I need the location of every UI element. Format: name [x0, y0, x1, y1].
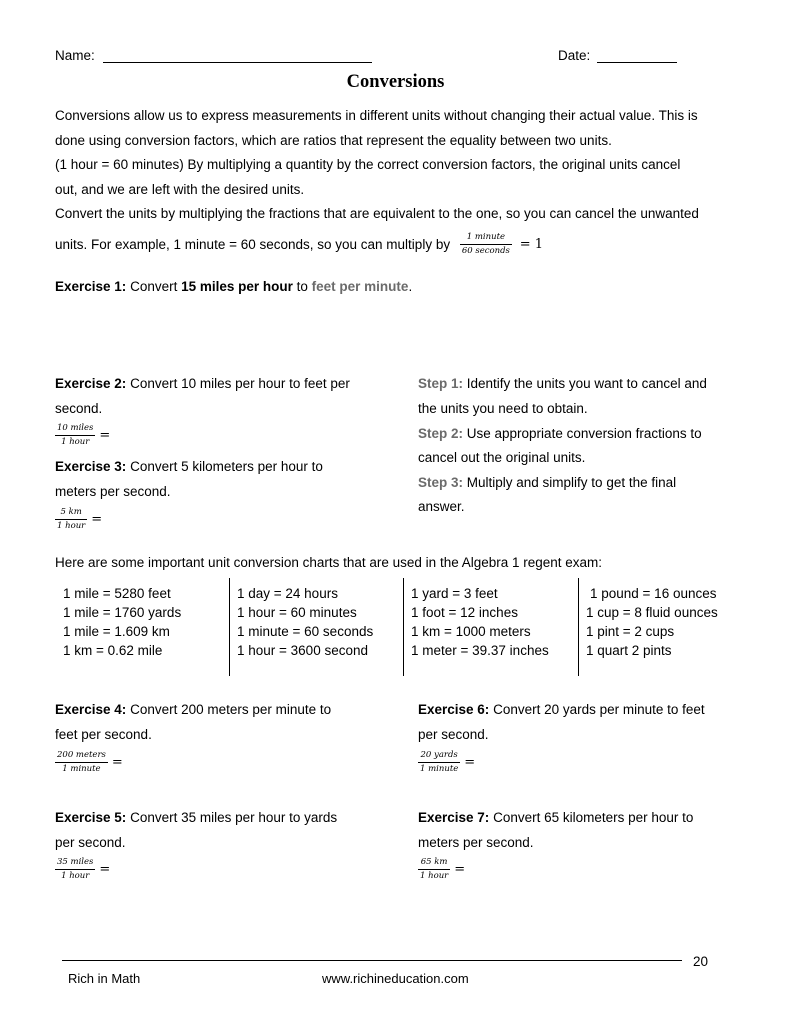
step-3-text: Multiply and simplify to get the final	[463, 475, 677, 490]
exercise-3-fraction	[55, 507, 87, 532]
chart-cell: 1 foot = 12 inches	[411, 605, 518, 620]
exercise-6-equals: =	[464, 755, 476, 770]
chart-cell: 1 day = 24 hours	[237, 586, 338, 601]
chart-cell: 1 hour = 60 minutes	[237, 605, 357, 620]
chart-column-weight-volume	[586, 584, 718, 660]
step-3-label: Step 3:	[418, 475, 464, 490]
exercise-2-line-1	[55, 376, 350, 391]
exercise-4-fraction	[55, 750, 108, 775]
exercise-4-text: Convert 200 meters per minute to	[126, 702, 332, 717]
exercise-2-fraction	[55, 423, 95, 448]
chart-cell: 1 km = 0.62 mile	[63, 643, 163, 658]
chart-cell: 1 hour = 3600 second	[237, 643, 368, 658]
exercise-7-work	[418, 857, 465, 882]
exercise-3-text: Convert 5 kilometers per hour to	[126, 459, 323, 474]
charts-intro: Here are some important unit conversion charts that are used in the Algebra 1 regent exam:	[55, 555, 603, 570]
exercise-7-line-1	[418, 810, 693, 825]
exercise-1-text-c: .	[408, 279, 413, 294]
exercise-5-text: Convert 35 miles per hour to yards	[126, 810, 338, 825]
step-2-label: Step 2:	[418, 426, 464, 441]
exercise-1	[55, 279, 412, 294]
step-1-label: Step 1:	[418, 376, 464, 391]
step-1-text: Identify the units you want to cancel and	[463, 376, 707, 391]
exercise-7-fraction-denominator: 1 hour	[420, 871, 449, 881]
exercise-1-from-unit: 15 miles per hour	[181, 279, 293, 294]
step-2-text: Use appropriate conversion fractions to	[463, 426, 702, 441]
page-title: Conversions	[346, 72, 445, 92]
page-number: 20	[693, 954, 709, 969]
exercise-3-line-2: meters per second.	[55, 484, 171, 499]
intro-line-4: out, and we are left with the desired units.	[55, 182, 305, 197]
exercise-6-fraction-numerator: 20 yards	[418, 750, 460, 763]
exercise-2-line-2: second.	[55, 401, 103, 416]
chart-cell: 1 yard = 3 feet	[411, 586, 498, 601]
exercise-1-text-b: to	[292, 279, 312, 294]
example-fraction-denominator: 60 seconds	[461, 246, 510, 256]
exercise-5-equals: =	[99, 862, 111, 877]
exercise-5-fraction-denominator: 1 hour	[61, 871, 90, 881]
chart-divider	[578, 578, 579, 676]
exercise-5-work	[55, 857, 110, 882]
chart-column-time	[237, 584, 373, 660]
exercise-3-line-1	[55, 459, 323, 474]
exercise-7-equals: =	[454, 862, 466, 877]
example-fraction	[460, 232, 512, 257]
example-fraction-numerator: 1 minute	[460, 232, 512, 245]
exercise-7-text: Convert 65 kilometers per hour to	[489, 810, 694, 825]
chart-cell: 1 mile = 1.609 km	[63, 624, 170, 639]
exercise-5-line-1	[55, 810, 337, 825]
date-label: Date:	[558, 48, 591, 63]
exercise-2-work	[55, 423, 110, 448]
exercise-3-fraction-numerator: 5 km	[55, 507, 87, 520]
intro-line-6-text: units. For example, 1 minute = 60 seconds, so you can multiply by	[55, 237, 451, 252]
exercise-2-text: Convert 10 miles per hour to feet per	[126, 376, 350, 391]
exercise-3-equals: =	[91, 512, 103, 527]
name-field-line[interactable]	[103, 62, 372, 63]
exercise-2-equals: =	[99, 428, 111, 443]
exercise-3-label: Exercise 3:	[55, 459, 127, 474]
chart-cell: 1 km = 1000 meters	[411, 624, 531, 639]
intro-line-6	[55, 232, 543, 257]
exercise-4-fraction-numerator: 200 meters	[55, 750, 108, 763]
chart-cell: 1 pound = 16 ounces	[590, 586, 717, 601]
intro-line-1: Conversions allow us to express measurements in different units without changing their actual value. This is	[55, 108, 698, 123]
exercise-1-label: Exercise 1:	[55, 279, 127, 294]
chart-cell: 1 quart 2 pints	[586, 643, 672, 658]
exercise-7-line-2: meters per second.	[418, 835, 534, 850]
chart-column-length-miles	[63, 584, 181, 660]
exercise-6-work	[418, 750, 475, 775]
exercise-4-line-1	[55, 702, 331, 717]
intro-line-3: (1 hour = 60 minutes) By multiplying a quantity by the correct conversion factors, the original units cancel	[55, 157, 681, 172]
step-1-line-2: the units you need to obtain.	[418, 401, 588, 416]
exercise-1-text-a: Convert	[126, 279, 182, 294]
exercise-5-line-2: per second.	[55, 835, 126, 850]
footer-rule	[62, 960, 682, 961]
exercise-3-fraction-denominator: 1 hour	[57, 521, 86, 531]
step-2-line-1	[418, 426, 702, 441]
exercise-4-line-2: feet per second.	[55, 727, 152, 742]
exercise-6-fraction-denominator: 1 minute	[420, 764, 459, 774]
exercise-7-label: Exercise 7:	[418, 810, 490, 825]
exercise-4-work	[55, 750, 123, 775]
date-field-line[interactable]	[597, 62, 677, 63]
intro-line-5: Convert the units by multiplying the fractions that are equivalent to the one, so you can cancel the unwanted	[55, 206, 699, 221]
name-label: Name:	[55, 48, 95, 63]
chart-cell: 1 meter = 39.37 inches	[411, 643, 549, 658]
step-1-line-1	[418, 376, 707, 391]
intro-line-2: done using conversion factors, which are ratios that represent the equality between two units.	[55, 133, 612, 148]
exercise-5-fraction-numerator: 35 miles	[55, 857, 95, 870]
footer-website[interactable]: www.richineducation.com	[322, 971, 469, 986]
exercise-4-label: Exercise 4:	[55, 702, 127, 717]
exercise-4-fraction-denominator: 1 minute	[62, 764, 101, 774]
chart-column-length-small	[411, 584, 549, 660]
step-2-line-2: cancel out the original units.	[418, 450, 586, 465]
step-3-line-2: answer.	[418, 499, 465, 514]
exercise-4-equals: =	[111, 755, 123, 770]
chart-cell: 1 minute = 60 seconds	[237, 624, 374, 639]
exercise-6-line-2: per second.	[418, 727, 489, 742]
chart-divider	[229, 578, 230, 676]
exercise-6-label: Exercise 6:	[418, 702, 490, 717]
chart-cell: 1 pint = 2 cups	[586, 624, 675, 639]
chart-cell: 1 mile = 1760 yards	[63, 605, 182, 620]
exercise-7-fraction-numerator: 65 km	[418, 857, 450, 870]
exercise-5-fraction	[55, 857, 95, 882]
chart-cell: 1 cup = 8 fluid ounces	[586, 605, 718, 620]
exercise-1-to-unit: feet per minute	[311, 279, 409, 294]
exercise-5-label: Exercise 5:	[55, 810, 127, 825]
exercise-6-fraction	[418, 750, 460, 775]
exercise-6-text: Convert 20 yards per minute to feet	[489, 702, 705, 717]
exercise-2-label: Exercise 2:	[55, 376, 127, 391]
chart-cell: 1 mile = 5280 feet	[63, 586, 171, 601]
exercise-2-fraction-numerator: 10 miles	[55, 423, 95, 436]
exercise-2-fraction-denominator: 1 hour	[61, 437, 90, 447]
footer-brand: Rich in Math	[68, 971, 141, 986]
exercise-7-fraction	[418, 857, 450, 882]
example-fraction-equals-one: = 1	[519, 237, 543, 252]
exercise-3-work	[55, 507, 102, 532]
chart-divider	[403, 578, 404, 676]
exercise-6-line-1	[418, 702, 705, 717]
step-3-line-1	[418, 475, 676, 490]
